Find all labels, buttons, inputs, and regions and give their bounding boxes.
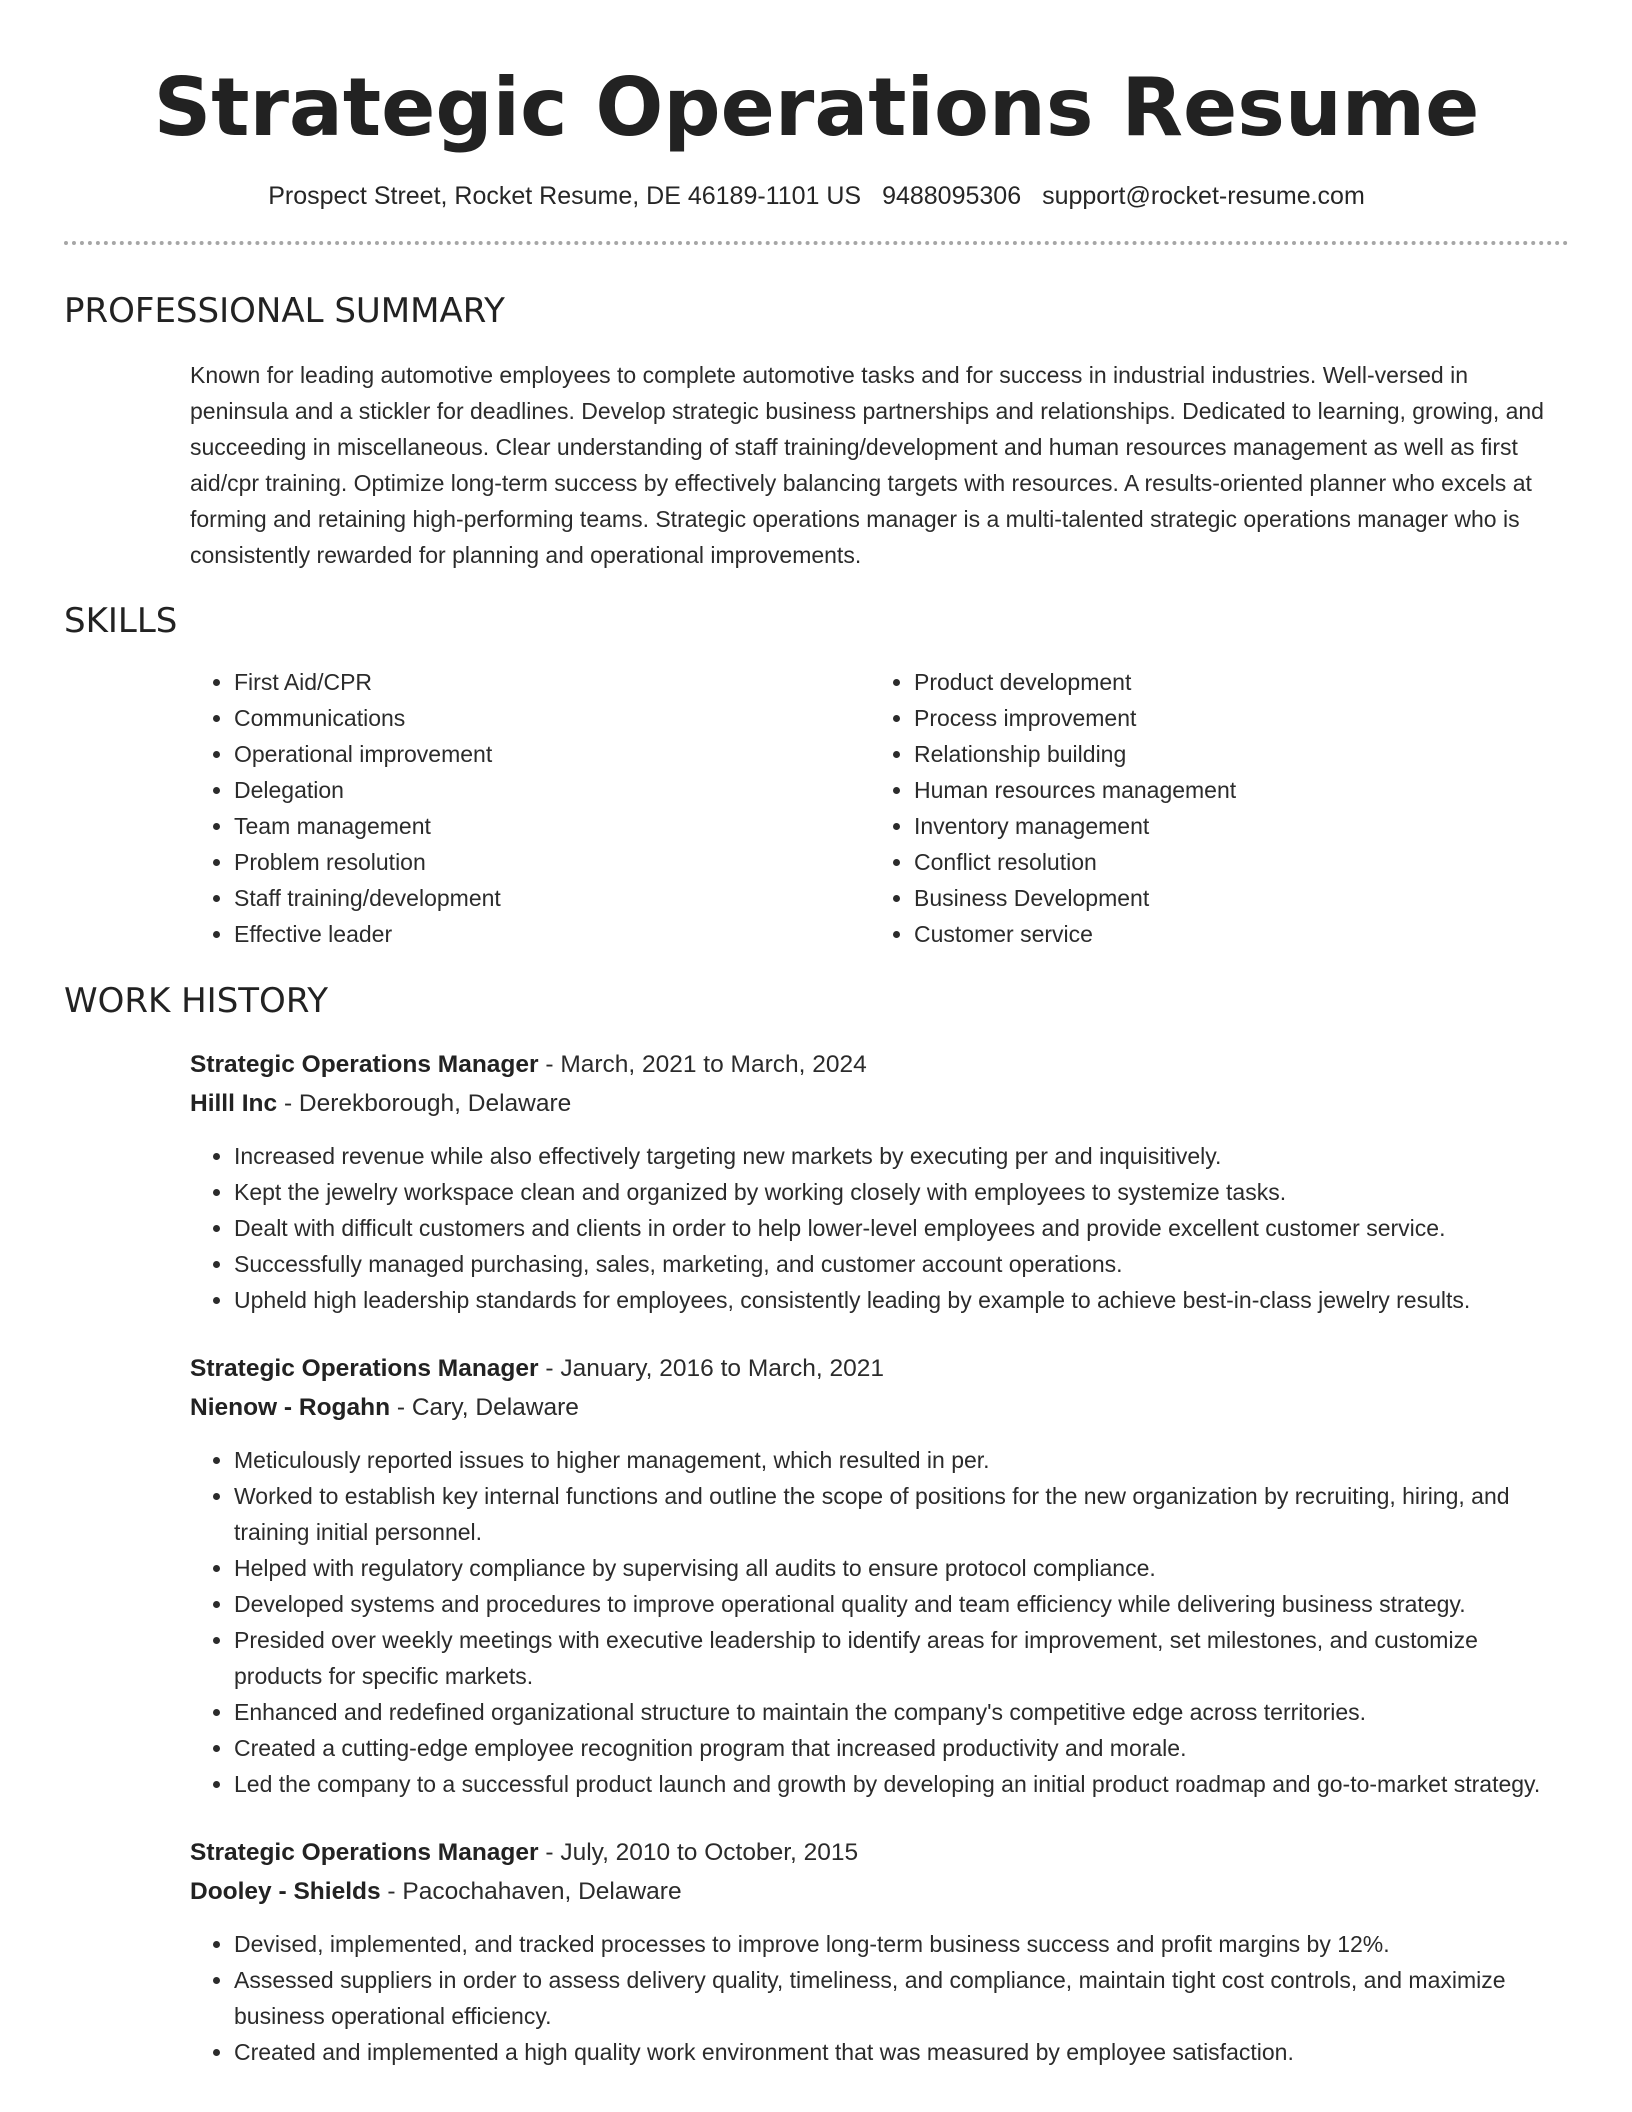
resume-title: Strategic Operations Resume <box>153 61 1480 154</box>
skill-item: • Effective leader <box>234 916 870 952</box>
email-text: support@rocket-resume.com <box>1042 182 1365 210</box>
skill-item: • Problem resolution <box>234 844 870 880</box>
job-bullet: • Upheld high leadership standards for employees, consistently leading by example to achieve best-in-class jewelry results. <box>234 1282 1570 1318</box>
job-bullet: • Dealt with difficult customers and clients in order to help lower-level employees and provide excellent customer service. <box>234 1210 1570 1246</box>
job-bullets <box>190 1442 1570 1802</box>
summary-heading: PROFESSIONAL SUMMARY <box>64 291 505 331</box>
job-company: Nienow - Rogahn <box>190 1394 391 1421</box>
job-dates: - July, 2010 to October, 2015 <box>538 1839 859 1866</box>
job-bullet: • Helped with regulatory compliance by supervising all audits to ensure protocol compliance. <box>234 1550 1570 1586</box>
job-dates: - March, 2021 to March, 2024 <box>538 1051 867 1078</box>
resume-page <box>64 0 1569 2070</box>
job-bullet: • Increased revenue while also effectively targeting new markets by executing per and inquisitively. <box>234 1138 1570 1174</box>
skill-item: • Process improvement <box>914 700 1550 736</box>
skill-item: • Business Development <box>914 880 1550 916</box>
job-bullets <box>190 1926 1570 2070</box>
job-title-line <box>190 1351 1570 1387</box>
skill-item: • Product development <box>914 664 1550 700</box>
job-bullet: • Led the company to a successful product launch and growth by developing an initial product roadmap and go-to-market strategy. <box>234 1766 1570 1802</box>
job-bullets <box>190 1138 1570 1318</box>
skill-item: • Human resources management <box>914 772 1550 808</box>
skills-list <box>190 664 1568 952</box>
skill-item: • Operational improvement <box>234 736 870 772</box>
skills-column-right <box>870 664 1550 952</box>
skill-item: • Staff training/development <box>234 880 870 916</box>
job-bullet: • Created and implemented a high quality work environment that was measured by employee satisfaction. <box>234 2034 1570 2070</box>
job-company: Dooley - Shields <box>190 1878 381 1905</box>
job-role: Strategic Operations Manager <box>190 1051 539 1078</box>
address-text: Prospect Street, Rocket Resume, DE 46189-1101 US <box>268 182 862 210</box>
job-bullet: • Created a cutting-edge employee recognition program that increased productivity and morale. <box>234 1730 1570 1766</box>
skill-item: • Relationship building <box>914 736 1550 772</box>
job-location: - Cary, Delaware <box>390 1394 579 1421</box>
skill-item: • Team management <box>234 808 870 844</box>
job-dates: - January, 2016 to March, 2021 <box>538 1355 885 1382</box>
header-divider <box>64 241 1569 245</box>
skills-column-left <box>190 664 870 952</box>
skill-item: • Conflict resolution <box>914 844 1550 880</box>
skills-heading: SKILLS <box>64 601 178 641</box>
job-title-line <box>190 1047 1570 1083</box>
job-title-line <box>190 1835 1570 1871</box>
job-bullet: • Meticulously reported issues to higher management, which resulted in per. <box>234 1442 1570 1478</box>
skill-item: • Communications <box>234 700 870 736</box>
contact-line <box>64 180 1569 212</box>
skill-item: • Inventory management <box>914 808 1550 844</box>
job-company: Hilll Inc <box>190 1090 278 1117</box>
job-bullet: • Kept the jewelry workspace clean and organized by working closely with employees to systemize tasks. <box>234 1174 1570 1210</box>
job-bullet: • Successfully managed purchasing, sales, marketing, and customer account operations. <box>234 1246 1570 1282</box>
job-bullet: • Assessed suppliers in order to assess delivery quality, timeliness, and compliance, maintain tight cost controls, and maximize business operational efficiency. <box>234 1962 1570 2034</box>
summary-text: Known for leading automotive employees to complete automotive tasks and for success in industrial industries. Well-versed in peninsula and a stickler for deadlines. Develop strategic business partnerships and relationships. Dedicated to learning, growing, and succeeding in miscellaneous. Clear understanding of staff training/development and human resources management as well as first aid/cpr training. Optimize long-term success by effectively balancing targets with resources. A results-oriented planner who excels at forming and retaining high-performing teams. Strategic operations manager is a multi-talented strategic operations manager who is consistently rewarded for planning and operational improvements. <box>190 362 1544 568</box>
job-location: - Pacochahaven, Delaware <box>380 1878 682 1905</box>
job-bullet: • Developed systems and procedures to improve operational quality and team efficiency while delivering business strategy. <box>234 1586 1570 1622</box>
skill-item: • Delegation <box>234 772 870 808</box>
job-entry <box>190 1047 1570 1318</box>
job-company-line <box>190 1874 1570 1910</box>
skill-item: • Customer service <box>914 916 1550 952</box>
job-company-line <box>190 1390 1570 1426</box>
job-role: Strategic Operations Manager <box>190 1839 539 1866</box>
work-history-heading: WORK HISTORY <box>64 981 329 1021</box>
job-role: Strategic Operations Manager <box>190 1355 539 1382</box>
skill-item: • First Aid/CPR <box>234 664 870 700</box>
job-company-line <box>190 1086 1570 1122</box>
job-bullet: • Presided over weekly meetings with executive leadership to identify areas for improvement, set milestones, and customize products for specific markets. <box>234 1622 1570 1694</box>
job-bullet: • Devised, implemented, and tracked processes to improve long-term business success and profit margins by 12%. <box>234 1926 1570 1962</box>
job-bullet: • Enhanced and redefined organizational structure to maintain the company's competitive edge across territories. <box>234 1694 1570 1730</box>
job-entry <box>190 1351 1570 1802</box>
phone-text: 9488095306 <box>882 182 1022 210</box>
job-bullet: • Worked to establish key internal functions and outline the scope of positions for the new organization by recruiting, hiring, and training initial personnel. <box>234 1478 1570 1550</box>
job-location: - Derekborough, Delaware <box>277 1090 572 1117</box>
job-entry <box>190 1835 1570 2070</box>
